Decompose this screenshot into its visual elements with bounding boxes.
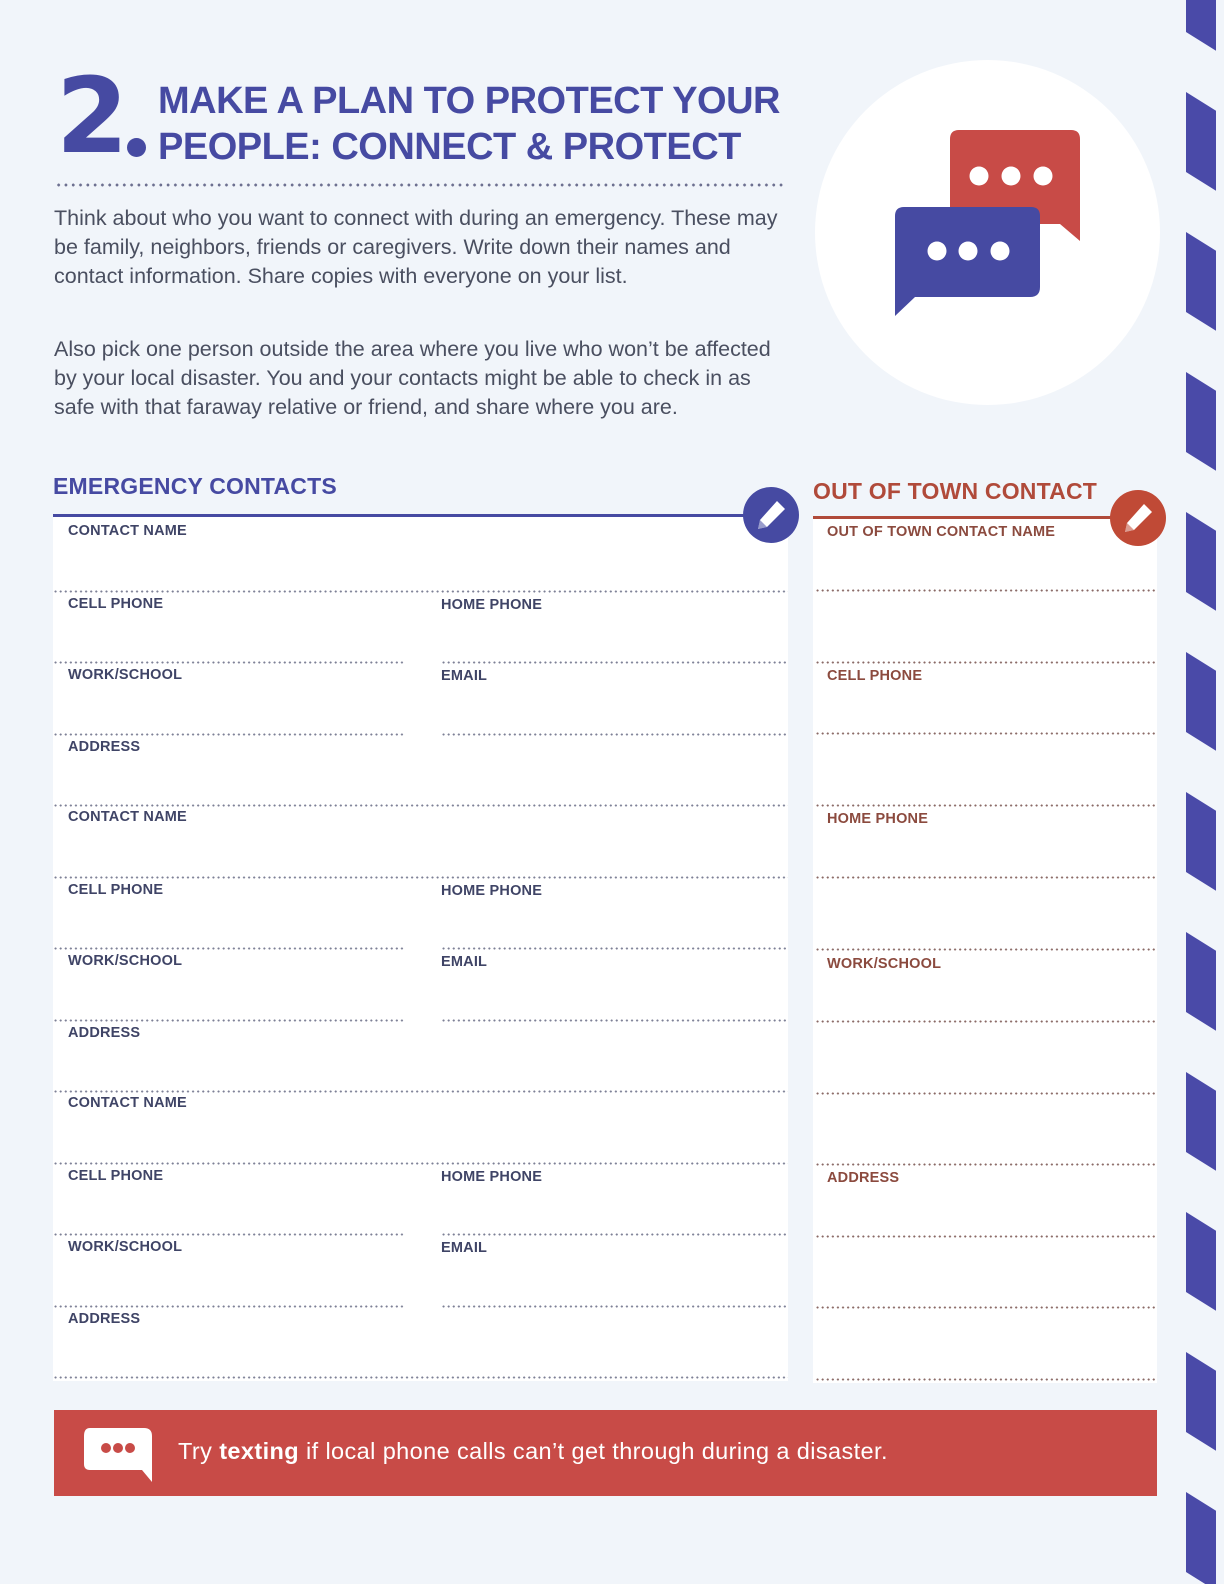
email-field[interactable] [441,1305,786,1308]
home-phone-field[interactable] [441,1233,786,1236]
out-of-town-work-school-field-line-3[interactable] [815,1163,1157,1166]
out-of-town-work-school-label: WORK/SCHOOL [827,956,942,972]
out-of-town-home-phone-label: HOME PHONE [827,811,929,827]
work-school-field[interactable] [53,1019,405,1022]
border-stripe [1186,1212,1216,1311]
cell-phone-field[interactable] [53,947,405,950]
address-field[interactable] [53,804,788,807]
home-phone-label: HOME PHONE [441,1169,543,1185]
cell-phone-field[interactable] [53,661,405,664]
out-of-town-work-school-field[interactable] [815,1020,1157,1023]
cell-phone-label: CELL PHONE [68,596,164,612]
home-phone-label: HOME PHONE [441,597,543,613]
step-number-dot [127,138,146,157]
address-field[interactable] [53,1376,788,1379]
tip-text-end: if local phone calls can’t get through during a disaster. [299,1438,888,1464]
border-stripe [1186,512,1216,611]
address-field[interactable] [53,1090,788,1093]
email-field[interactable] [441,1019,786,1022]
border-stripe [1186,92,1216,191]
contact-name-field[interactable] [53,590,788,593]
email-label: EMAIL [441,668,488,684]
address-label: ADDRESS [68,739,141,755]
out-of-town-heading: OUT OF TOWN CONTACT [813,478,1098,504]
contact-name-label: CONTACT NAME [68,1095,187,1111]
address-label: ADDRESS [68,1311,141,1327]
contact-name-field[interactable] [53,876,788,879]
out-of-town-address-label: ADDRESS [827,1170,900,1186]
out-of-town-edit-button[interactable] [1110,490,1166,546]
step-number: 2 [56,55,127,177]
border-stripe [1186,1072,1216,1171]
pencil-icon [743,487,799,543]
address-label: ADDRESS [68,1025,141,1041]
out-of-town-address-field-line-2[interactable] [815,1306,1157,1309]
cell-phone-field[interactable] [53,1233,405,1236]
email-label: EMAIL [441,1240,488,1256]
out-of-town-work-school-field-line-2[interactable] [815,1092,1157,1095]
out-of-town-address-field[interactable] [815,1235,1157,1238]
texting-tip-text [178,1438,888,1465]
border-stripe [1186,1352,1216,1451]
border-stripe [1186,932,1216,1031]
out-of-town-panel [813,519,1157,1383]
chat-bubble-icon [82,1426,154,1482]
home-phone-field[interactable] [441,947,786,950]
tip-text-start: Try [178,1438,220,1464]
work-school-label: WORK/SCHOOL [68,1239,183,1255]
tip-text-bold: texting [219,1438,300,1464]
out-of-town-address-field-line-3[interactable] [815,1378,1157,1381]
border-stripe [1186,372,1216,471]
out-of-town-cell-phone-field[interactable] [815,732,1157,735]
page-title-line-1: MAKE A PLAN TO PROTECT YOUR [158,80,780,122]
out-of-town-home-phone-field-line-2[interactable] [815,948,1157,951]
border-stripe [1186,0,1216,51]
out-of-town-home-phone-field[interactable] [815,876,1157,879]
out-of-town-name-label: OUT OF TOWN CONTACT NAME [827,524,1056,540]
out-of-town-name-field[interactable] [815,589,1157,592]
border-stripes [1186,0,1224,1584]
home-phone-label: HOME PHONE [441,883,543,899]
home-phone-field[interactable] [441,661,786,664]
contact-name-label: CONTACT NAME [68,523,187,539]
cell-phone-label: CELL PHONE [68,882,164,898]
page-title-line-2: PEOPLE: CONNECT & PROTECT [158,126,741,168]
cell-phone-label: CELL PHONE [68,1168,164,1184]
emergency-contacts-heading: EMERGENCY CONTACTS [53,473,337,499]
contact-name-label: CONTACT NAME [68,809,187,825]
border-stripe [1186,232,1216,331]
border-stripe [1186,1492,1216,1584]
intro-paragraph-1: Think about who you want to connect with during an emergency. These may be family, neighbors, friends or caregivers. Write down their names and contact information. Share copies with everyone on your list. [54,206,778,288]
intro-paragraph-2: Also pick one person outside the area where you live who won’t be affected by your local disaster. You and your contacts might be able to check in as safe with that faraway relative or friend, and share where you are. [54,337,771,419]
border-stripe [1186,792,1216,891]
emergency-contacts-edit-button[interactable] [743,487,799,543]
work-school-field[interactable] [53,1305,405,1308]
email-label: EMAIL [441,954,488,970]
pencil-icon [1110,490,1166,546]
contact-name-field[interactable] [53,1162,788,1165]
title-dotted-rule [55,183,785,187]
blue-chat-bubble [895,207,1040,316]
out-of-town-cell-phone-field-line-2[interactable] [815,804,1157,807]
work-school-label: WORK/SCHOOL [68,953,183,969]
work-school-field[interactable] [53,733,405,736]
out-of-town-name-field-line-2[interactable] [815,661,1157,664]
out-of-town-cell-phone-label: CELL PHONE [827,668,923,684]
email-field[interactable] [441,733,786,736]
chat-bubbles-icon [890,125,1085,320]
border-stripe [1186,652,1216,751]
work-school-label: WORK/SCHOOL [68,667,183,683]
